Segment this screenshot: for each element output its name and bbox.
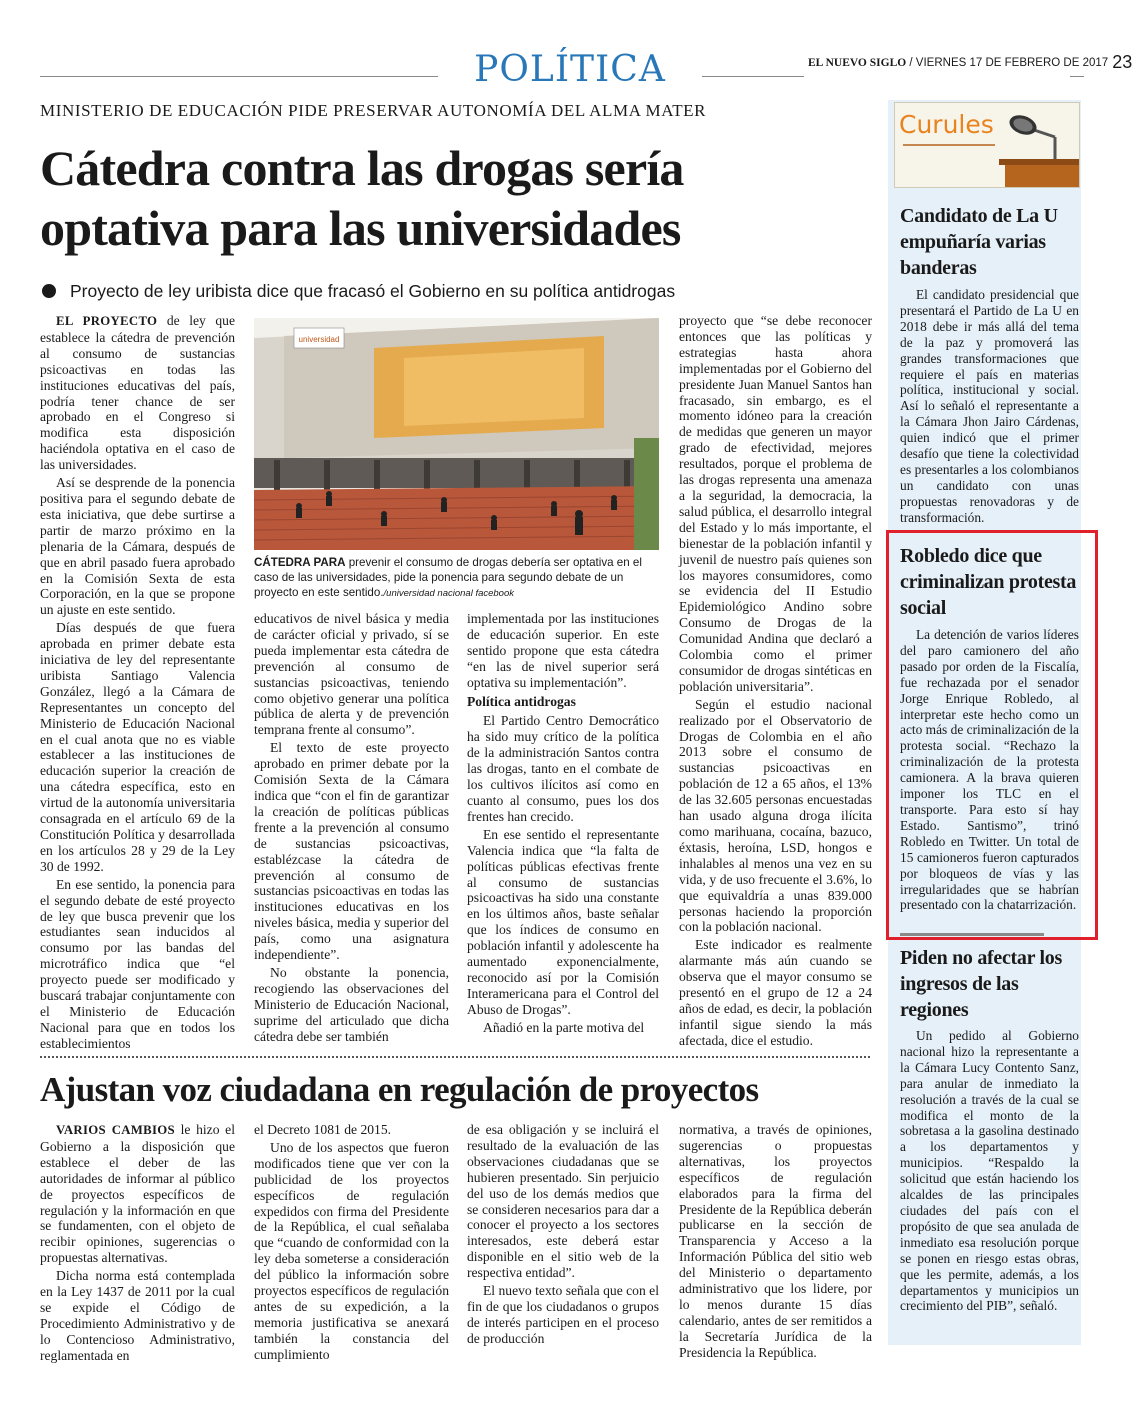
paragraph: Uno de los aspectos que fueron modificados tiene que ver con la publicidad de los proyectos específicos de regulación expedidos con firma del Presidente de la República, el cual señalaba que “cuando de conformidad con la ley deba someterse a consideración del público la información sobre proyectos específicos de regulación antes de su expedición, a la memoria justificativa se anexará también la constancia del cumplimiento: [254, 1139, 449, 1362]
article-headline: Cátedra contra las drogas sería optativa para las universidades: [40, 140, 684, 256]
paragraph: El nuevo texto señala que con el fin de que los ciudadanos o grupos de interés participen en el proceso de producción: [467, 1283, 659, 1346]
paper-name: EL NUEVO SIGLO: [808, 57, 907, 69]
curules-title: Curules: [899, 110, 994, 139]
sidebar-headline-2: Robledo dice que criminalizan protesta social: [900, 545, 1077, 619]
photo-caption: [254, 555, 659, 601]
paragraph: En ese sentido el representante Valencia indica que “la falta de políticas públicas efectivas frente al consumo de sustancias psicoactivas ha sido una constante en los últimos años, baste señalar que los índices de consumo en población infantil y adolescente ha aumentado exponencialmente, reconocido así por la Comisión Interamericana para el Control del Abuso de Drogas”.: [467, 826, 659, 1017]
section-title: POLÍTICA: [474, 49, 666, 90]
paragraph: No obstante la ponencia, recogiendo las observaciones del Ministerio de Educación Nacional, suprime del articulado que dicha cátedra debe ser también: [254, 964, 449, 1044]
paragraph: Dicha norma está contemplada en la Ley 1437 de 2011 por la cual se expide el Código de Procedimiento Administrativo y de lo Contencioso Administrativo, reglamentada en: [40, 1268, 235, 1363]
paragraph: La detención de varios líderes del paro camionero del año pasado por orden de la Fiscalía, fue rechazada por el senador Jorge Enrique Robledo, al interpretar este hecho como un acto más de criminalización de la protesta social. “Rechazo la criminalización de la protesta camionera. A la brava quieren imponer los TLC en el transporte. Para esto sí hay Estado. Santismo”, trinó Robledo en Twitter. Un total de 15 camioneros fueron capturados por bloqueos de vías y las irregularidades que se habrían presentado con la chatarrización.: [900, 627, 1079, 913]
paragraph: de esa obligación y se incluirá el resultado de la evaluación de las observaciones ciudadanas que se hubieren presentado. Sin perjuicio del uso de los demás medios que se consideren necesarios para dar a conocer el proyecto a los sectores interesados, este deberá estar disponible en el sitio web de la respectiva entidad”.: [467, 1122, 659, 1281]
header-rule-tail: [1070, 76, 1084, 77]
second-column-1: [40, 1122, 235, 1366]
paragraph: Un pedido al Gobierno nacional hizo la representante a la Cámara Lucy Contento Sanz, para anular de inmediato la resolución a través de la cual se modifica el monto de la sobretasa a la gasolina destinado a los departamentos y municipios. “Respaldo la solicitud que están haciendo los alcaldes de las principales ciudades del país con el propósito de que sea anulada de inmediato esa resolución porque se ponen en riesgo estas obras, que les permite, además, a los departamentos y municipios un crecimiento del PIB”, señaló.: [900, 1028, 1079, 1314]
paragraph: educativos de nivel básica y media de carácter oficial y privado, sí se pueda implementar esta cátedra de prevención al consumo de sustancias psicoactivas, teniendo como objetivo generar una política pública de alerta y de prevención temprana frente al consumo”.: [254, 611, 449, 738]
article-kicker: MINISTERIO DE EDUCACIÓN PIDE PRESERVAR AUTONOMÍA DEL ALMA MATER: [40, 101, 707, 120]
sidebar-headline-1: Candidato de La U empuñaría varias banderas: [900, 205, 1058, 279]
paragraph: Este indicador es realmente alarmante más aún cuando se observa que el mayor consumo se presentó en el grupo de 12 a 24 años de edad, es decir, la población infantil sigue siendo la más afectada, dice el estudio.: [679, 937, 872, 1048]
sidebar-headline-3: Piden no afectar los ingresos de las regiones: [900, 947, 1062, 1021]
paragraph: Así se desprende de la ponencia positiva para el segundo debate de esta iniciativa, que debe surtirse a partir de marzo próximo en la plenaria de la Cámara, después de que en abril pasado fuera aprobado en la Comisión Sexta de esta Corporación, en la que se propone un ajuste en este sentido.: [40, 475, 235, 618]
lead-in: VARIOS CAMBIOS: [56, 1123, 175, 1137]
article-divider: [40, 1056, 870, 1058]
article-column-4: [679, 313, 872, 1051]
article-subhead: [42, 280, 675, 302]
paragraph: normativa, a través de opiniones, sugerencias o propuestas alternativas, los proyectos específicos de regulación elaborados para la firma del Presidente de la República deberán publicarse en la sección de Transparencia y Acceso a la Información Pública del sitio web del Ministerio o departamento administrativo que los lidere, por lo menos durante 15 días calendario, antes de ser remitidos a la Secretaría Jurídica de la Presidencia la República.: [679, 1122, 872, 1360]
photo-credit: /universidad nacional facebook: [383, 588, 514, 599]
second-column-2: [254, 1122, 449, 1365]
paragraph: Días después de que fuera aprobada en primer debate esta iniciativa de ley del representante uribista Santiago Valencia González, llegó a la Cámara de Representantes un concepto del Ministerio de Educación Nacional en el cual anota que no es viable establecer a las instituciones de educación superior la creación de una cátedra específica, esto en virtud de la autonomía universitaria consagrada en el artículo 69 de la Constitución Política y desarrollada en los artículos 28 y 29 de la Ley 30 de 1992.: [40, 620, 235, 874]
paragraph: Según el estudio nacional realizado por el Observatorio de Drogas de Colombia en el año 2013 sobre el consumo de sustancias psicoactivas en población de 12 a 65 años, el 13% de las 32.605 personas encuestadas han usado alguna droga ilícita como marihuana, cocaína, bazuco, éxtasis, heroína, LSD, hongos e inhalables al menos una vez en su vida, y de uso frecuente el 3.6%, lo que equivaldría a unas 839.000 personas haciendo la proporción con la población nacional.: [679, 696, 872, 935]
paragraph: el Decreto 1081 de 2015.: [254, 1122, 392, 1137]
paragraph: [40, 313, 235, 473]
paragraph-text: de ley que establece la cátedra de prevención al consumo de sustancias psicoactivas en todas las instituciones educativas del país, podría tener chance de ser aprobado en el Congreso si modifica esta disposición haciéndola optativa en el caso de las universidades.: [40, 313, 235, 473]
column-subhead: Política antidrogas: [467, 693, 576, 709]
paragraph: Añadió en la parte motiva del: [483, 1019, 645, 1035]
second-headline: Ajustan voz ciudadana en regulación de proyectos: [40, 1070, 759, 1109]
article-photo: [254, 318, 659, 550]
second-column-4: [679, 1122, 872, 1363]
article-column-2: [254, 611, 449, 1046]
paragraph: implementada por las instituciones de educación superior. En este sentido propone que esta cátedra “en las de nivel superior será optativa su implementación”.: [467, 611, 659, 690]
building-illustration: [254, 318, 659, 550]
paragraph: En ese sentido, la ponencia para el segundo debate de esté proyecto de ley que busca prevenir que los estudiantes sean inducidos al consumo por las bandas del microtráfico indica que “el proyecto puede ser modificado y buscará trabajar conjuntamente con el Ministerio de Educación Nacional para que en todos los establecimientos: [40, 876, 235, 1051]
caption-lead: CÁTEDRA PARA: [254, 556, 346, 569]
article-column-3: [467, 611, 659, 1038]
paragraph: El texto de este proyecto aprobado en primer debate por la Comisión Sexta de la Cámara indica que “con el fin de garantizar la creación de políticas públicas frente a la prevención al consumo de sustancias psicoactivas, establézcase la cátedra de prevención al consumo de sustancias psicoactivas en todas las instituciones educativas en los niveles básica, media y superior del país, como una asignatura independiente”.: [254, 740, 449, 963]
sidebar-body-2: [900, 627, 1079, 913]
second-column-3: [467, 1122, 659, 1349]
article-column-1: [40, 313, 235, 1054]
paragraph-text: le hizo el Gobierno a la disposición que establece el deber de las autoridades de informar al público de proyectos específicos de regulación y la información en que se fundamenten, con el objeto de recibir opiniones, sugerencias o propuestas alternativas.: [40, 1122, 235, 1266]
paragraph: [40, 1122, 235, 1266]
paragraph: El Partido Centro Democrático ha sido muy crítico de la política de la administración Santos contra las drogas, tanto en el combate de los cultivos ilícitos así como en cuanto al consumo, pues los dos frentes han crecido.: [467, 713, 659, 824]
banner-text: universidad: [298, 335, 340, 344]
lead-in: EL PROYECTO: [56, 314, 158, 328]
header-rule-left: [40, 76, 438, 77]
sidebar-divider: [900, 933, 1044, 936]
subhead-text: Proyecto de ley uribista dice que fracasó el Gobierno en su política antidrogas: [70, 281, 676, 301]
masthead: [808, 52, 1132, 73]
paragraph: proyecto que “se debe reconocer entonces que las políticas y estrategias hasta ahora implementadas por el Gobierno del presidente Juan Manuel Santos han fracasado, sin embargo, es el momento idóneo para la creación de medidas que generen un mayor grado de efectividad, mejores resultados, porque el problema de las drogas representa una amenaza a la seguridad, la democracia, la salud pública, el desarrollo integral del Estado y lo más importante, el bienestar de la población infantil y juvenil de nuestro país quienes son los mayores consumidores, como se evidencia del II Estudio Epidemiológico Andino sobre Consumo de Drogas de la Comunidad Andina que declaró a Colombia como el primer consumidor de drogas sintéticas en población universitaria”.: [679, 313, 872, 694]
sidebar-body-3: [900, 1028, 1079, 1314]
sidebar-body-1: [900, 287, 1079, 526]
page-number: 23: [1112, 52, 1132, 72]
bullet-icon: [42, 284, 56, 298]
issue-date: / VIERNES 17 DE FEBRERO DE 2017: [909, 57, 1109, 69]
caption-text: prevenir el consumo de drogas debería ser optativa en el caso de las universidades, pide la ponencia para segundo debate de un proyecto en este sentido.: [254, 556, 642, 599]
paragraph: El candidato presidencial que presentará el Partido de La U en 2018 debe ir más allá del tema de la paz y promoverá las grandes transformaciones que requiere el país en materias política, institucional y social. Así lo señaló el representante a la Cámara Jhon Jairo Cárdenas, quien indicó que el primer desafío que tiene la colectividad es presentarles a los colombianos un candidato con unas propuestas renovadoras y de transformación.: [900, 287, 1079, 525]
header-rule-right: [702, 76, 804, 77]
